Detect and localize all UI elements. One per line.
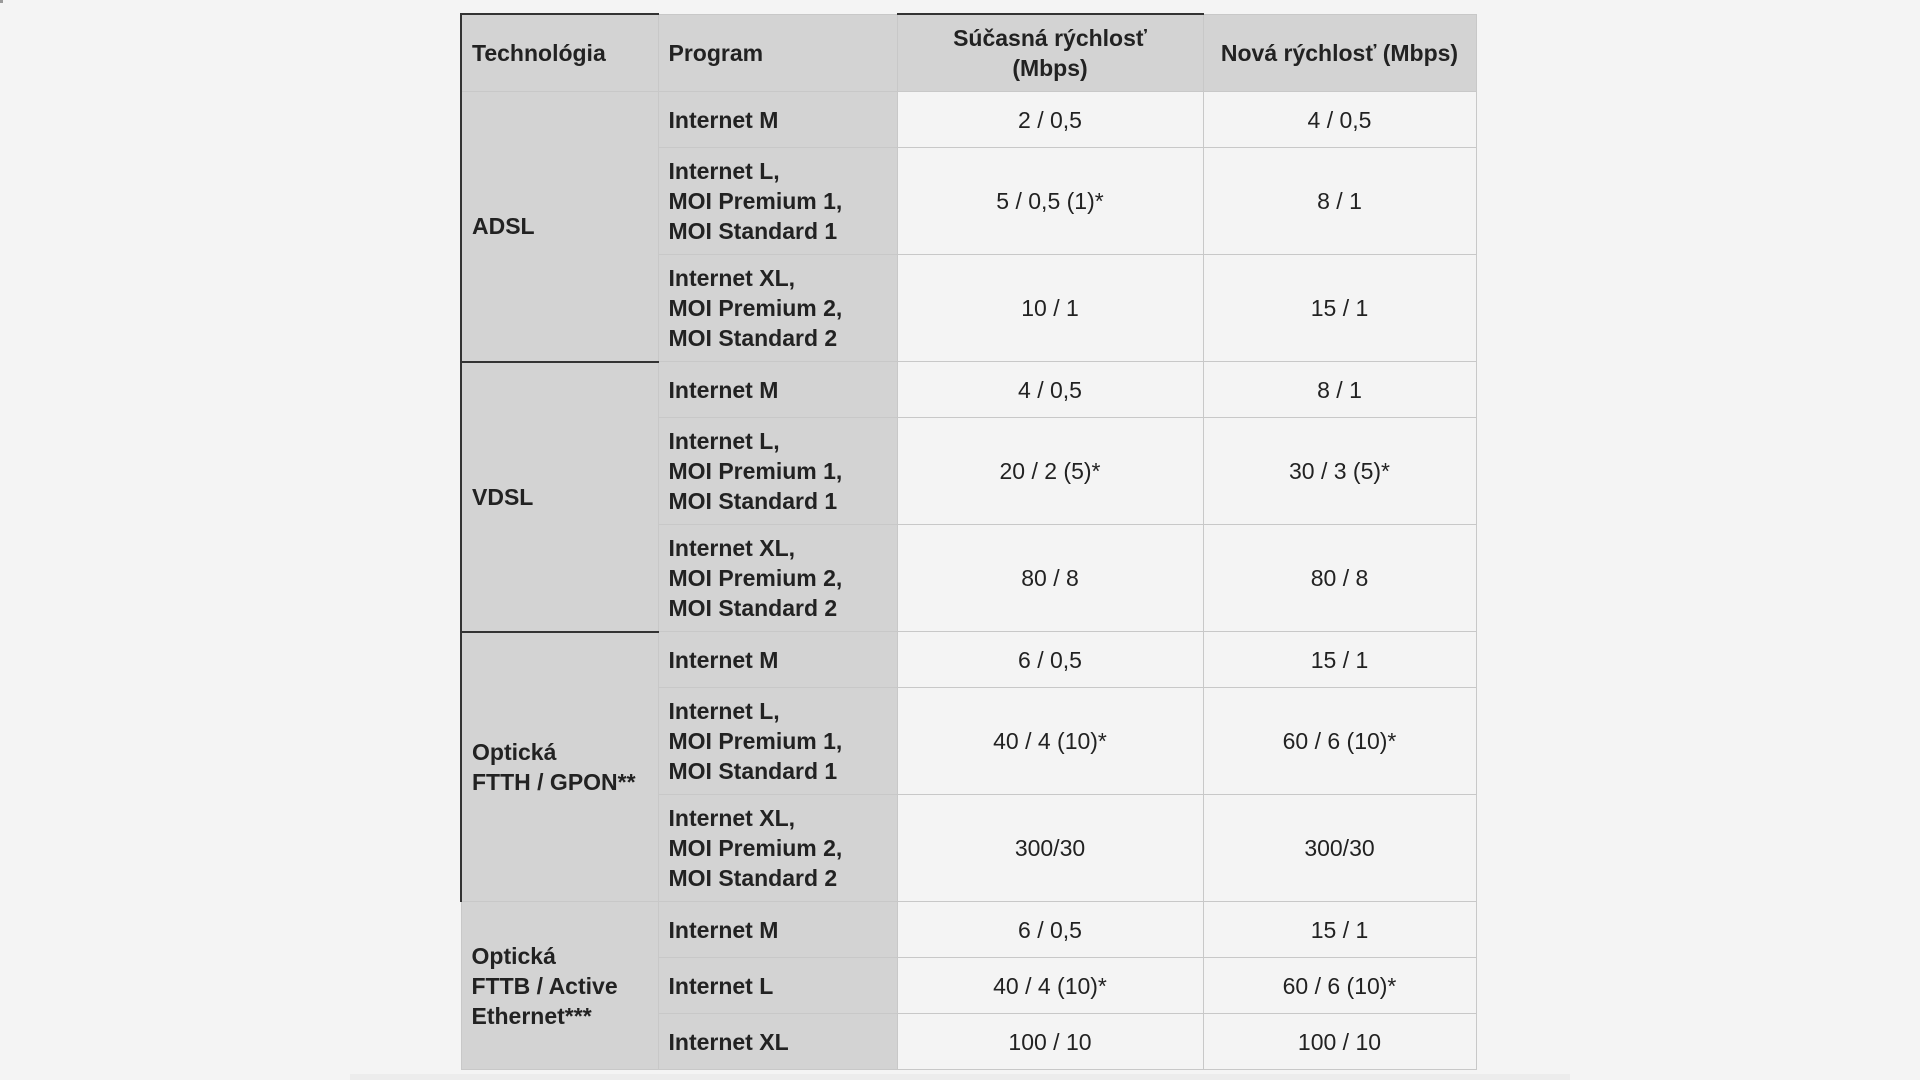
technology-cell (461, 362, 658, 632)
program-label-line: Internet M (668, 106, 779, 133)
new-speed-cell: 300/30 (1203, 795, 1476, 902)
new-speed-cell: 15 / 1 (1203, 255, 1476, 362)
technology-label-line: VDSL (472, 483, 534, 510)
header-program: Program (658, 14, 897, 92)
header-current-speed-line-1: Súčasná rýchlosť (953, 25, 1147, 51)
program-label-line: MOI Standard 2 (668, 865, 838, 891)
program-label-line: MOI Standard 2 (668, 325, 838, 351)
new-speed-cell: 60 / 6 (10)* (1203, 688, 1476, 795)
program-label-line: MOI Standard 1 (668, 758, 838, 784)
technology-label-line: FTTH / GPON** (472, 768, 636, 795)
program-label-line: MOI Standard 1 (668, 218, 838, 244)
technology-label-line: ADSL (472, 213, 535, 240)
current-speed-cell: 40 / 4 (10)* (897, 958, 1203, 1014)
program-label-line: Internet XL (668, 1028, 789, 1055)
program-cell (658, 255, 897, 362)
technology-label-line: Optická (472, 738, 557, 765)
table-row (461, 92, 1476, 148)
current-speed-cell: 20 / 2 (5)* (897, 418, 1203, 525)
program-cell (658, 1014, 897, 1070)
new-speed-cell: 80 / 8 (1203, 525, 1476, 632)
program-label-line: MOI Premium 2, (668, 295, 843, 321)
current-speed-cell: 5 / 0,5 (1)* (897, 148, 1203, 255)
technology-label-line: Optická (471, 942, 556, 969)
technology-cell (461, 632, 658, 902)
program-cell (658, 148, 897, 255)
table-row (461, 362, 1476, 418)
program-label-line: Internet L, (668, 158, 780, 184)
header-current-speed (897, 14, 1203, 92)
current-speed-cell: 40 / 4 (10)* (897, 688, 1203, 795)
corner-mark (0, 0, 3, 3)
technology-label-line: Ethernet*** (471, 1002, 592, 1029)
new-speed-cell: 15 / 1 (1203, 632, 1476, 688)
program-label-line: Internet XL, (668, 265, 796, 291)
table-row (461, 902, 1476, 958)
new-speed-cell: 100 / 10 (1203, 1014, 1476, 1070)
technology-cell (461, 92, 658, 362)
current-speed-cell: 100 / 10 (897, 1014, 1203, 1070)
program-label-line: Internet M (668, 376, 779, 403)
new-speed-cell: 60 / 6 (10)* (1203, 958, 1476, 1014)
program-cell (658, 632, 897, 688)
program-label-line: MOI Premium 2, (668, 565, 843, 591)
program-label-line: Internet XL, (668, 805, 796, 831)
program-label-line: Internet L, (668, 428, 780, 454)
program-cell (658, 362, 897, 418)
current-speed-cell: 4 / 0,5 (897, 362, 1203, 418)
current-speed-cell: 80 / 8 (897, 525, 1203, 632)
program-cell (658, 418, 897, 525)
header-technology: Technológia (461, 14, 658, 92)
new-speed-cell: 30 / 3 (5)* (1203, 418, 1476, 525)
program-label-line: Internet XL, (668, 535, 796, 561)
new-speed-cell: 8 / 1 (1203, 148, 1476, 255)
program-cell (658, 688, 897, 795)
header-new-speed: Nová rýchlosť (Mbps) (1203, 14, 1476, 92)
program-label-line: MOI Premium 2, (668, 835, 843, 861)
current-speed-cell: 6 / 0,5 (897, 632, 1203, 688)
new-speed-cell: 15 / 1 (1203, 902, 1476, 958)
technology-cell (461, 902, 658, 1070)
program-cell (658, 795, 897, 902)
new-speed-cell: 4 / 0,5 (1203, 92, 1476, 148)
header-current-speed-line-2: (Mbps) (1012, 55, 1088, 81)
program-cell (658, 958, 897, 1014)
program-label-line: Internet M (668, 916, 779, 943)
technology-label-line: FTTB / Active (471, 972, 618, 999)
table-header-row (461, 14, 1476, 92)
program-cell (658, 92, 897, 148)
program-label-line: MOI Standard 1 (668, 488, 838, 514)
program-cell (658, 902, 897, 958)
program-label-line: MOI Premium 1, (668, 188, 843, 214)
new-speed-cell: 8 / 1 (1203, 362, 1476, 418)
current-speed-cell: 2 / 0,5 (897, 92, 1203, 148)
table-body (461, 92, 1476, 1070)
current-speed-cell: 10 / 1 (897, 255, 1203, 362)
table-row (461, 632, 1476, 688)
current-speed-cell: 300/30 (897, 795, 1203, 902)
program-label-line: Internet M (668, 646, 779, 673)
program-label-line: MOI Standard 2 (668, 595, 838, 621)
program-cell (658, 525, 897, 632)
program-label-line: Internet L (668, 972, 774, 999)
program-label-line: MOI Premium 1, (668, 458, 843, 484)
program-label-line: MOI Premium 1, (668, 728, 843, 754)
program-label-line: Internet L, (668, 698, 780, 724)
speed-comparison-table (460, 13, 1477, 1070)
current-speed-cell: 6 / 0,5 (897, 902, 1203, 958)
bottom-band (350, 1074, 1570, 1080)
